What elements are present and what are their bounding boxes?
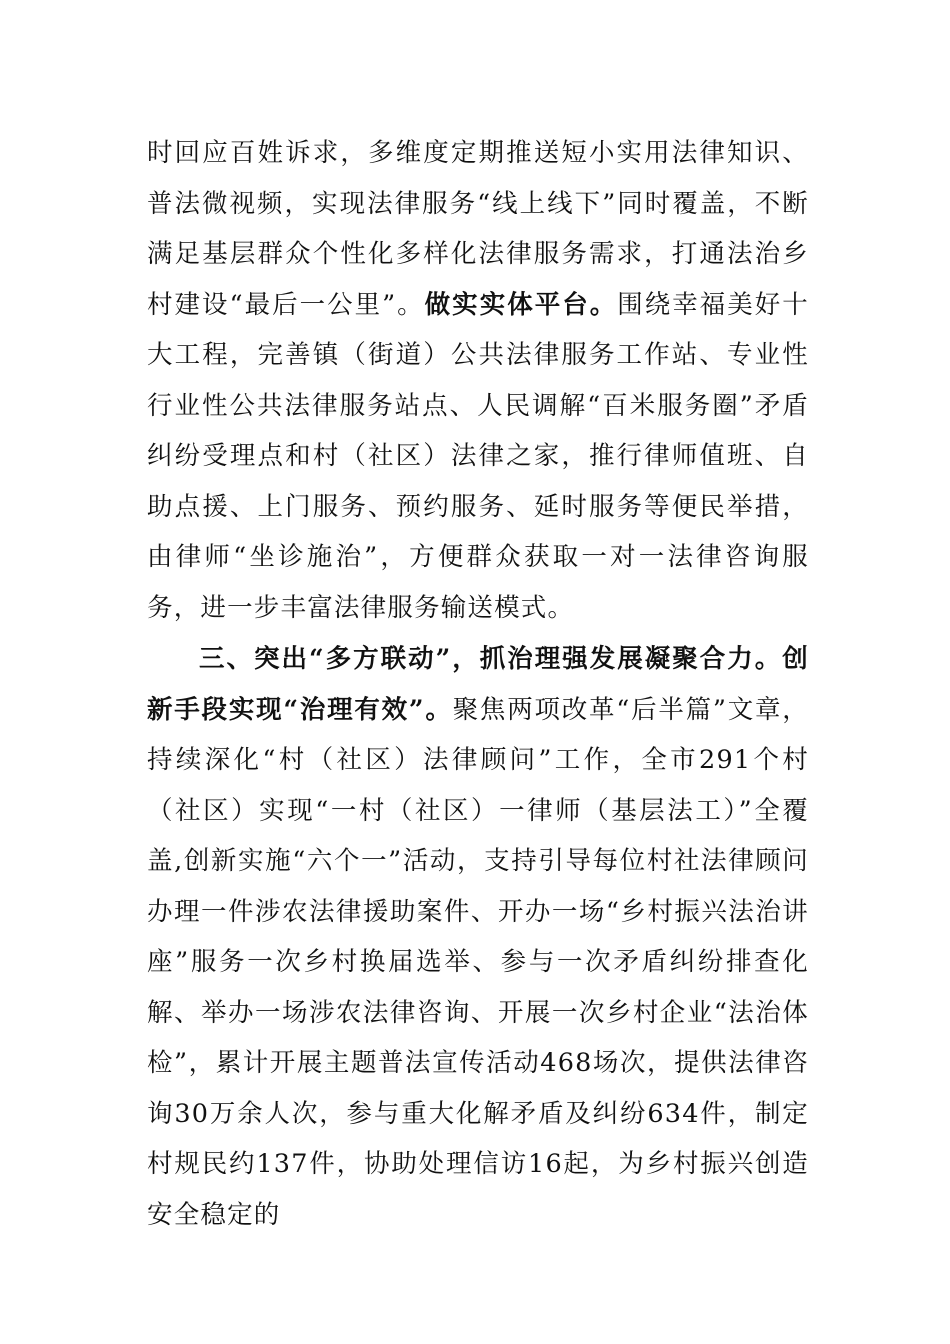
section-heading: 三、突出“多方联动”，抓治理强发展凝聚合力。 [199, 644, 783, 674]
paragraph-1-text-after: 围绕幸福美好十大工程，完善镇（街道）公共法律服务工作站、专业性行业性公共法律服务站点、人民调解“百米服务圈”矛盾纠纷受理点和村（社区）法律之家，推行律师值班、自助点援、上门服务、预约服务、延时服务等便民举措，由律师“坐诊施治”，方便群众获取一对一法律咨询服务，进一步丰富法律服务输送模式。 [147, 289, 809, 623]
paragraph-2-body: 聚焦两项改革“后半篇”文章，持续深化“村（社区）法律顾问”工作，全市291个村（社区）实现“一村（社区）一律师（基层法工）”全覆盖,创新实施“六个一”活动，支持引导每位村社法律顾问办理一件涉农法律援助案件、开办一场“乡村振兴法治讲座”服务一次乡村换届选举、参与一次矛盾纠纷排查化解、举办一场涉农法律咨询、开展一次乡村企业“法治体检”，累计开展主题普法宣传活动468场次，提供法律咨询30万余人次，参与重大化解矛盾及纠纷634件，制定村规民约137件，协助处理信访16起，为乡村振兴创造安全稳定的 [147, 694, 809, 1230]
paragraph-1-bold-phrase: 做实实体平台。 [424, 289, 618, 320]
paragraph-2-bold-phrase: 创新手段实现“治理有效”。 [147, 644, 809, 725]
paragraph-multi-party [147, 634, 809, 1240]
paragraph-legal-services [147, 128, 809, 633]
paragraph-1 [147, 128, 809, 633]
paragraph-1-text-before: 时回应百姓诉求，多维度定期推送短小实用法律知识、普法微视频，实现法律服务“线上线下”同时覆盖，不断满足基层群众个性化多样化法律服务需求，打通法治乡村建设“最后一公里”。 [147, 138, 809, 320]
paragraph-2 [147, 634, 809, 1240]
